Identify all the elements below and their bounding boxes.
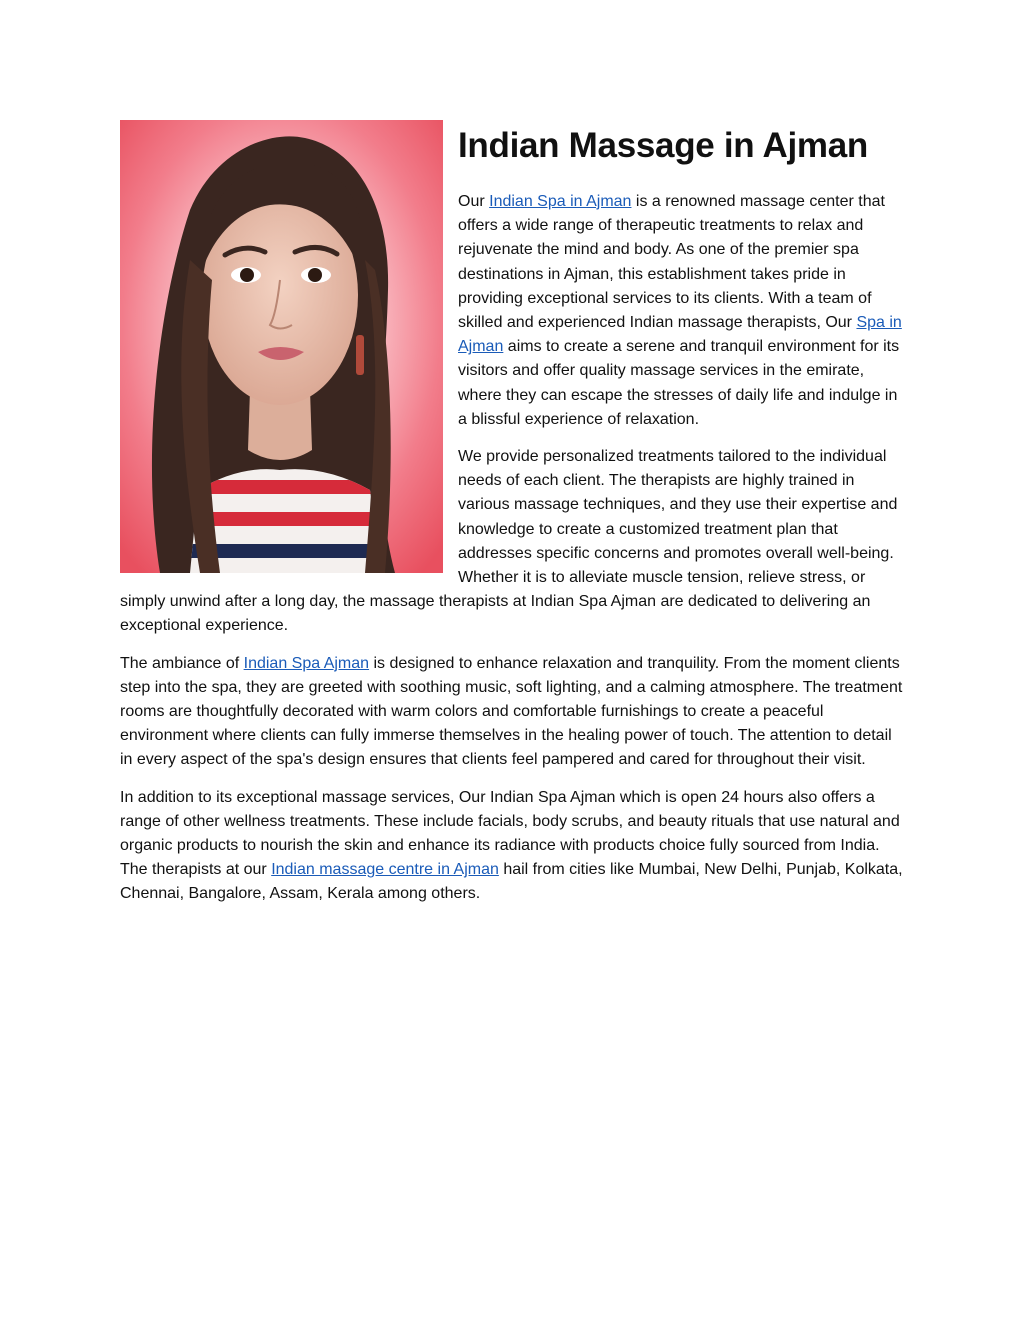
indian-spa-ajman-link[interactable]: Indian Spa Ajman xyxy=(243,654,370,672)
indian-spa-in-ajman-link[interactable]: Indian Spa in Ajman xyxy=(489,193,632,210)
ambiance-paragraph xyxy=(120,652,905,773)
paragraph-text: hail from cities like Mumbai, New Delhi, Punjab, Kolkata, Chennai, Bangalore, Assam, Kerala among others. xyxy=(120,861,903,903)
portrait-photo xyxy=(120,120,443,573)
paragraph-text: aims to create a serene and tranquil environment for its visitors and offer quality massage services in the emirate, where they can escape the stresses of daily life and indulge in a blissful experience of relaxation. xyxy=(458,338,900,428)
paragraph-text: The ambiance of xyxy=(120,654,244,672)
wellness-treatments-paragraph xyxy=(120,786,905,907)
page-title: Indian Massage in Ajman xyxy=(458,126,868,165)
article xyxy=(120,120,905,920)
spa-in-ajman-link[interactable]: Spa in Ajman xyxy=(458,314,902,356)
indian-massage-centre-link[interactable]: Indian massage centre in Ajman xyxy=(271,861,499,879)
paragraph-text: In addition to its exceptional massage services, Our Indian Spa Ajman which is open 24 hours also offers a range of other wellness treatments. These include facials, body scrubs, and beauty rituals that use natural and organic products to nourish the skin and enhance its radiance with products choice fully sourced from India. The therapists at our xyxy=(120,788,900,879)
paragraph-text: is a renowned massage center that offers a wide range of therapeutic treatments to relax and rejuvenate the mind and body. As one of the premier spa destinations in Ajman, this establishment takes pride in providing exceptional services to its clients. With a team of skilled and experienced Indian massage therapists, Our xyxy=(458,193,885,332)
paragraph-text: Our xyxy=(458,193,490,210)
personalized-treatments-paragraph: We provide personalized treatments tailored to the individual needs of each client. The therapists are highly trained in various massage techniques, and they use their expertise and knowledge to create a customized treatment plan that addresses specific concerns and promotes overall well-being. Whether it is to alleviate muscle tension, relieve stress, or simply unwind after a long day, the massage therapists at Indian Spa Ajman are dedicated to delivering an exceptional experience. xyxy=(120,448,898,635)
paragraph-text: is designed to enhance relaxation and tranquility. From the moment clients step into the spa, they are greeted with soothing music, soft lighting, and a calming atmosphere. The treatment rooms are thoughtfully decorated with warm colors and comfortable furnishings to create a peaceful environment where clients can fully immerse themselves in the healing power of touch. The attention to detail in every aspect of the spa's design ensures that clients feel pampered and cared for throughout their visit. xyxy=(120,654,903,769)
